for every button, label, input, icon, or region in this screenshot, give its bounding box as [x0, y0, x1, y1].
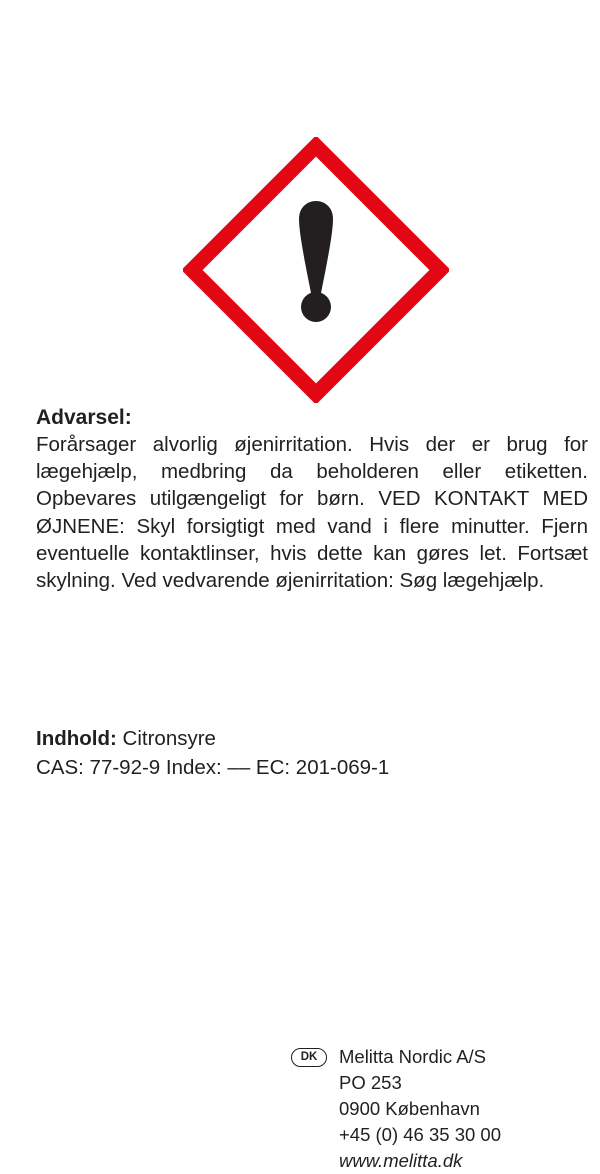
contents-value: Citronsyre	[122, 727, 216, 750]
contents-line	[36, 724, 588, 753]
warning-title: Advarsel:	[36, 406, 132, 429]
phone-number: +45 (0) 46 35 30 00	[339, 1124, 502, 1145]
address-lines	[339, 1044, 501, 1174]
contents-section	[36, 724, 588, 782]
hazard-pictogram	[183, 137, 449, 403]
chemical-identifiers: CAS: 77-92-9 Index: –– EC: 201-069-1	[36, 756, 390, 779]
contents-label: Indhold:	[36, 727, 117, 750]
po-box: PO 253	[339, 1072, 402, 1093]
city: 0900 København	[339, 1098, 480, 1119]
website-link[interactable]: www.melitta.dk	[339, 1150, 463, 1171]
warning-text: Forårsager alvorlig øjenirritation. Hvis der er brug for lægehjælp, medbring da beholderen eller etiketten. Opbevares utilgængeligt for børn. VED KONTAKT MED ØJNENE: Skyl forsigtigt med vand i flere minutter. Fjern eventuelle kontaktlinser, hvis dette kan gøres let. Fortsæt skylning. Ved vedvarende øjenirritation: Søg lægehjælp.	[36, 433, 588, 593]
company-name: Melitta Nordic A/S	[339, 1046, 487, 1067]
country-badge: DK	[291, 1048, 327, 1067]
warning-section	[36, 404, 588, 594]
